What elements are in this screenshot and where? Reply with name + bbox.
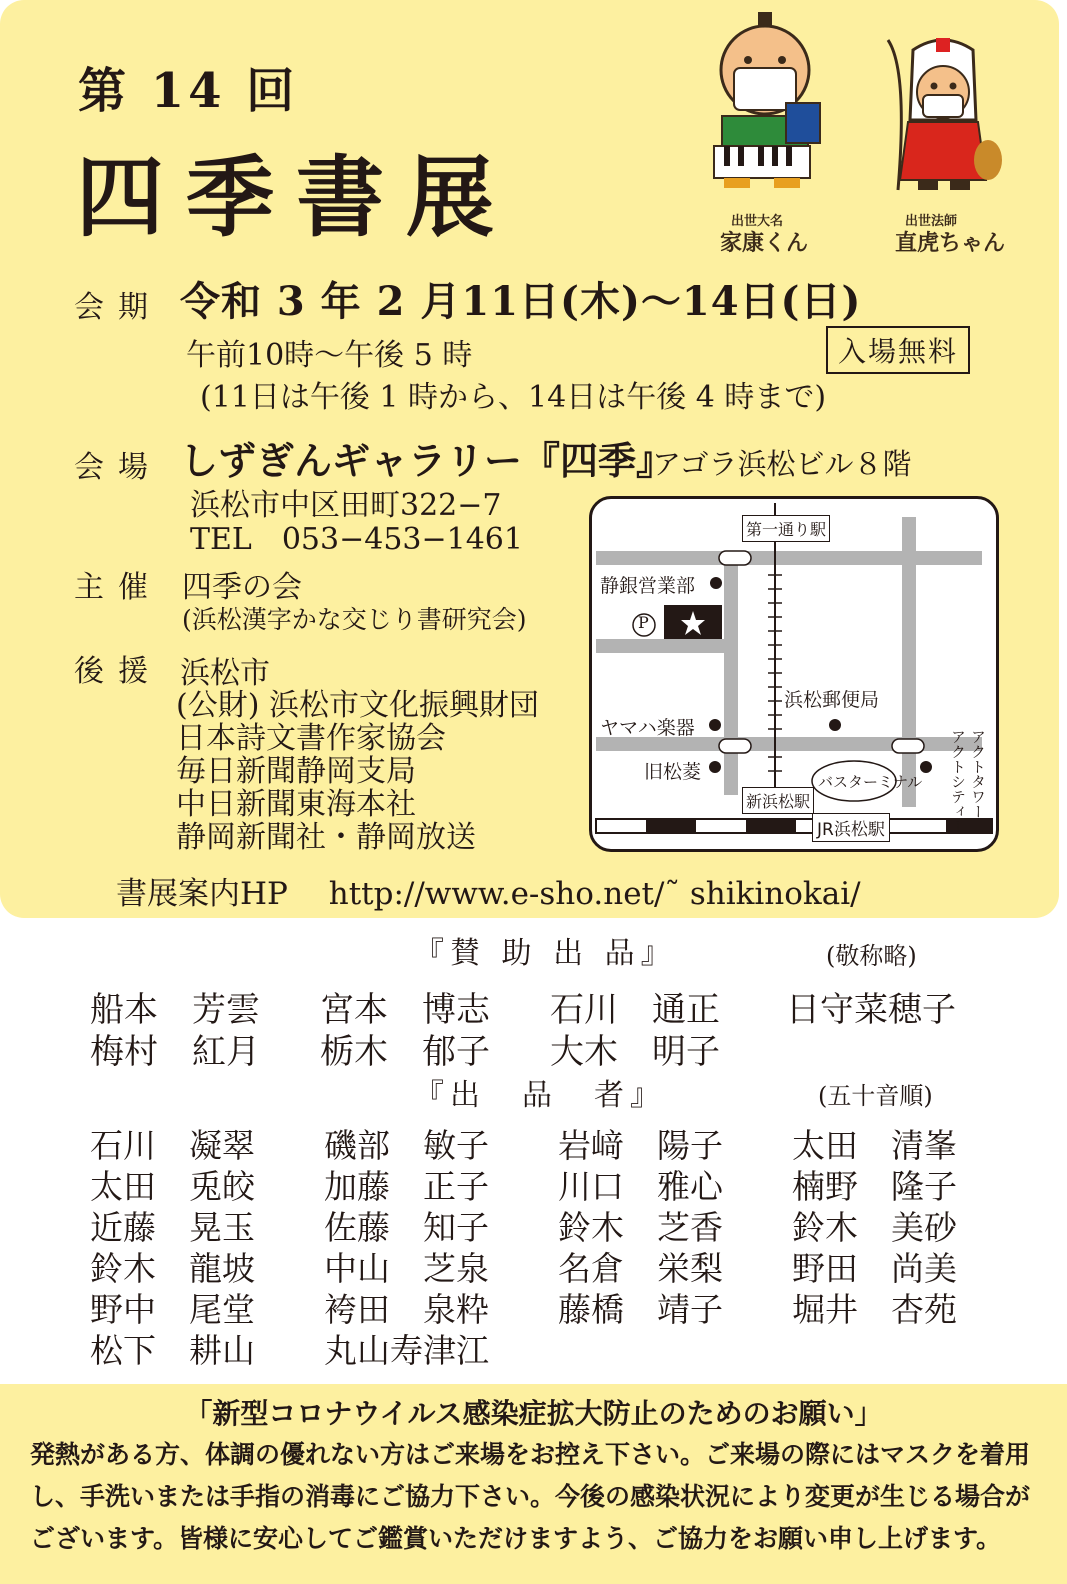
exhibitor-name: 太田 清峯: [792, 1126, 957, 1165]
exhibitor-name: 藤橋 靖子: [558, 1290, 723, 1329]
exhibitor-name: 袴田 泉粋: [324, 1290, 489, 1329]
map-parking-icon: P: [638, 613, 649, 632]
exhibitor-name: 鈴木 龍坡: [90, 1249, 255, 1288]
exhibitors-heading: 『出 品 者』: [414, 1078, 666, 1113]
support-item: 浜松市: [180, 656, 270, 691]
venue-name: しずぎんギャラリー『四季』: [180, 438, 675, 483]
venue-label: 会場: [74, 450, 162, 485]
exhibitor-name: 磯部 敏子: [324, 1126, 489, 1165]
map-post-office: 浜松郵便局: [784, 689, 880, 711]
naotora-mascot-icon: [868, 30, 1008, 195]
venue-tel: TEL 053−453−1461: [190, 522, 523, 557]
sponsors-heading: 『賛 助 出 品』: [414, 936, 677, 971]
exhibitors-note: (五十音順): [818, 1082, 933, 1110]
sponsor-name: 大木 明子: [550, 1032, 720, 1072]
support-item: (公財) 浜松市文化振興財団: [176, 688, 539, 723]
sponsor-name: 栃木 郁子: [320, 1032, 490, 1072]
exhibitor-name: 堀井 杏苑: [792, 1290, 957, 1329]
map-jr-station: JR浜松駅: [812, 813, 890, 842]
sponsor-name: 船本 芳雲: [90, 990, 260, 1030]
map-bank: 静銀営業部: [600, 575, 696, 597]
exhibitor-name: 川口 雅心: [558, 1167, 723, 1206]
exhibitor-name: 丸山寿津江: [324, 1331, 489, 1370]
naotora-caption-top: 出世法師: [904, 214, 957, 229]
access-map: [589, 496, 999, 852]
support-item: 毎日新聞静岡支局: [176, 754, 416, 789]
map-bus-terminal: バスターミナル: [818, 773, 923, 791]
exhibitor-name: 石川 凝翠: [90, 1126, 255, 1165]
sponsors-note: (敬称略): [826, 942, 917, 970]
map-act-city: アクトシティー: [949, 729, 967, 834]
sponsor-name: 石川 通正: [550, 990, 720, 1030]
exhibitor-name: 鈴木 美砂: [792, 1208, 957, 1247]
sponsor-name: 梅村 紅月: [90, 1032, 260, 1072]
homepage-url: 書展案内HP http://www.e-sho.net/˜ shikinokai/: [116, 876, 861, 912]
period-note: (11日は午後 1 時から、14日は午後 4 時まで): [200, 380, 827, 415]
period-hours: 午前10時〜午後 5 時: [186, 338, 473, 373]
ieyasu-mascot-icon: [700, 8, 830, 193]
venue-building: アゴラ浜松ビル８階: [652, 447, 912, 481]
sponsor-name: 宮本 博志: [320, 990, 490, 1030]
edition-number: 第 14 回: [78, 63, 299, 119]
exhibitor-name: 野田 尚美: [792, 1249, 957, 1288]
ieyasu-name: 家康くん: [719, 231, 808, 256]
covid-notice: [0, 1384, 1067, 1584]
map-shinhamamatsu: 新浜松駅: [742, 787, 814, 814]
organizer-label: 主催: [74, 570, 162, 605]
exhibitor-name: 岩﨑 陽子: [558, 1126, 723, 1165]
notice-body: 発熱がある方、体調の優れない方はご来場をお控え下さい。ご来場の際にはマスクを着用し、手洗いまたは手指の消毒にご協力下さい。今後の感染状況により変更が生じる場合がございます。皆様に安心してご鑑賞いただけますよう、ご協力をお願い申し上げます。: [30, 1440, 1031, 1553]
notice-title: 「新型コロナウイルス感染症拡大防止のためのお願い」: [184, 1397, 883, 1430]
organizer-sub: (浜松漢字かな交じり書研究会): [182, 605, 527, 634]
support-item: 日本詩文書作家協会: [176, 721, 446, 756]
map-station-top: 第一通り駅: [742, 515, 830, 542]
exhibition-title: 四季書展: [76, 146, 517, 249]
exhibitor-name: 佐藤 知子: [324, 1208, 489, 1247]
admission-badge: 入場無料: [826, 326, 970, 374]
exhibitor-name: 太田 兎皎: [90, 1167, 255, 1206]
exhibitor-name: 中山 芝泉: [324, 1249, 489, 1288]
ieyasu-caption-top: 出世大名: [730, 214, 783, 229]
naotora-name: 直虎ちゃん: [894, 231, 1005, 256]
support-label: 後援: [74, 654, 162, 689]
organizer-name: 四季の会: [182, 570, 302, 605]
exhibitor-name: 名倉 栄梨: [558, 1249, 723, 1288]
sponsor-name: 日守菜穂子: [786, 990, 956, 1030]
map-act-tower: アクトタワー: [969, 729, 987, 819]
support-item: 中日新聞東海本社: [176, 787, 416, 822]
period-label: 会期: [74, 290, 162, 325]
exhibitor-name: 野中 尾堂: [90, 1290, 255, 1329]
venue-address: 浜松市中区田町322−7: [190, 488, 502, 523]
exhibitor-name: 近藤 晃玉: [90, 1208, 255, 1247]
period-dates: 令和 3 年 2 月11日(木)〜14日(日): [180, 278, 862, 325]
exhibitor-name: 楠野 隆子: [792, 1167, 957, 1206]
map-matsubishi: 旧松菱: [644, 761, 702, 783]
map-yamaha: ヤマハ楽器: [600, 717, 695, 739]
exhibitor-name: 松下 耕山: [90, 1331, 255, 1370]
support-item: 静岡新聞社・静岡放送: [176, 820, 476, 855]
exhibitor-name: 鈴木 芝香: [558, 1208, 723, 1247]
exhibitor-name: 加藤 正子: [324, 1167, 489, 1206]
